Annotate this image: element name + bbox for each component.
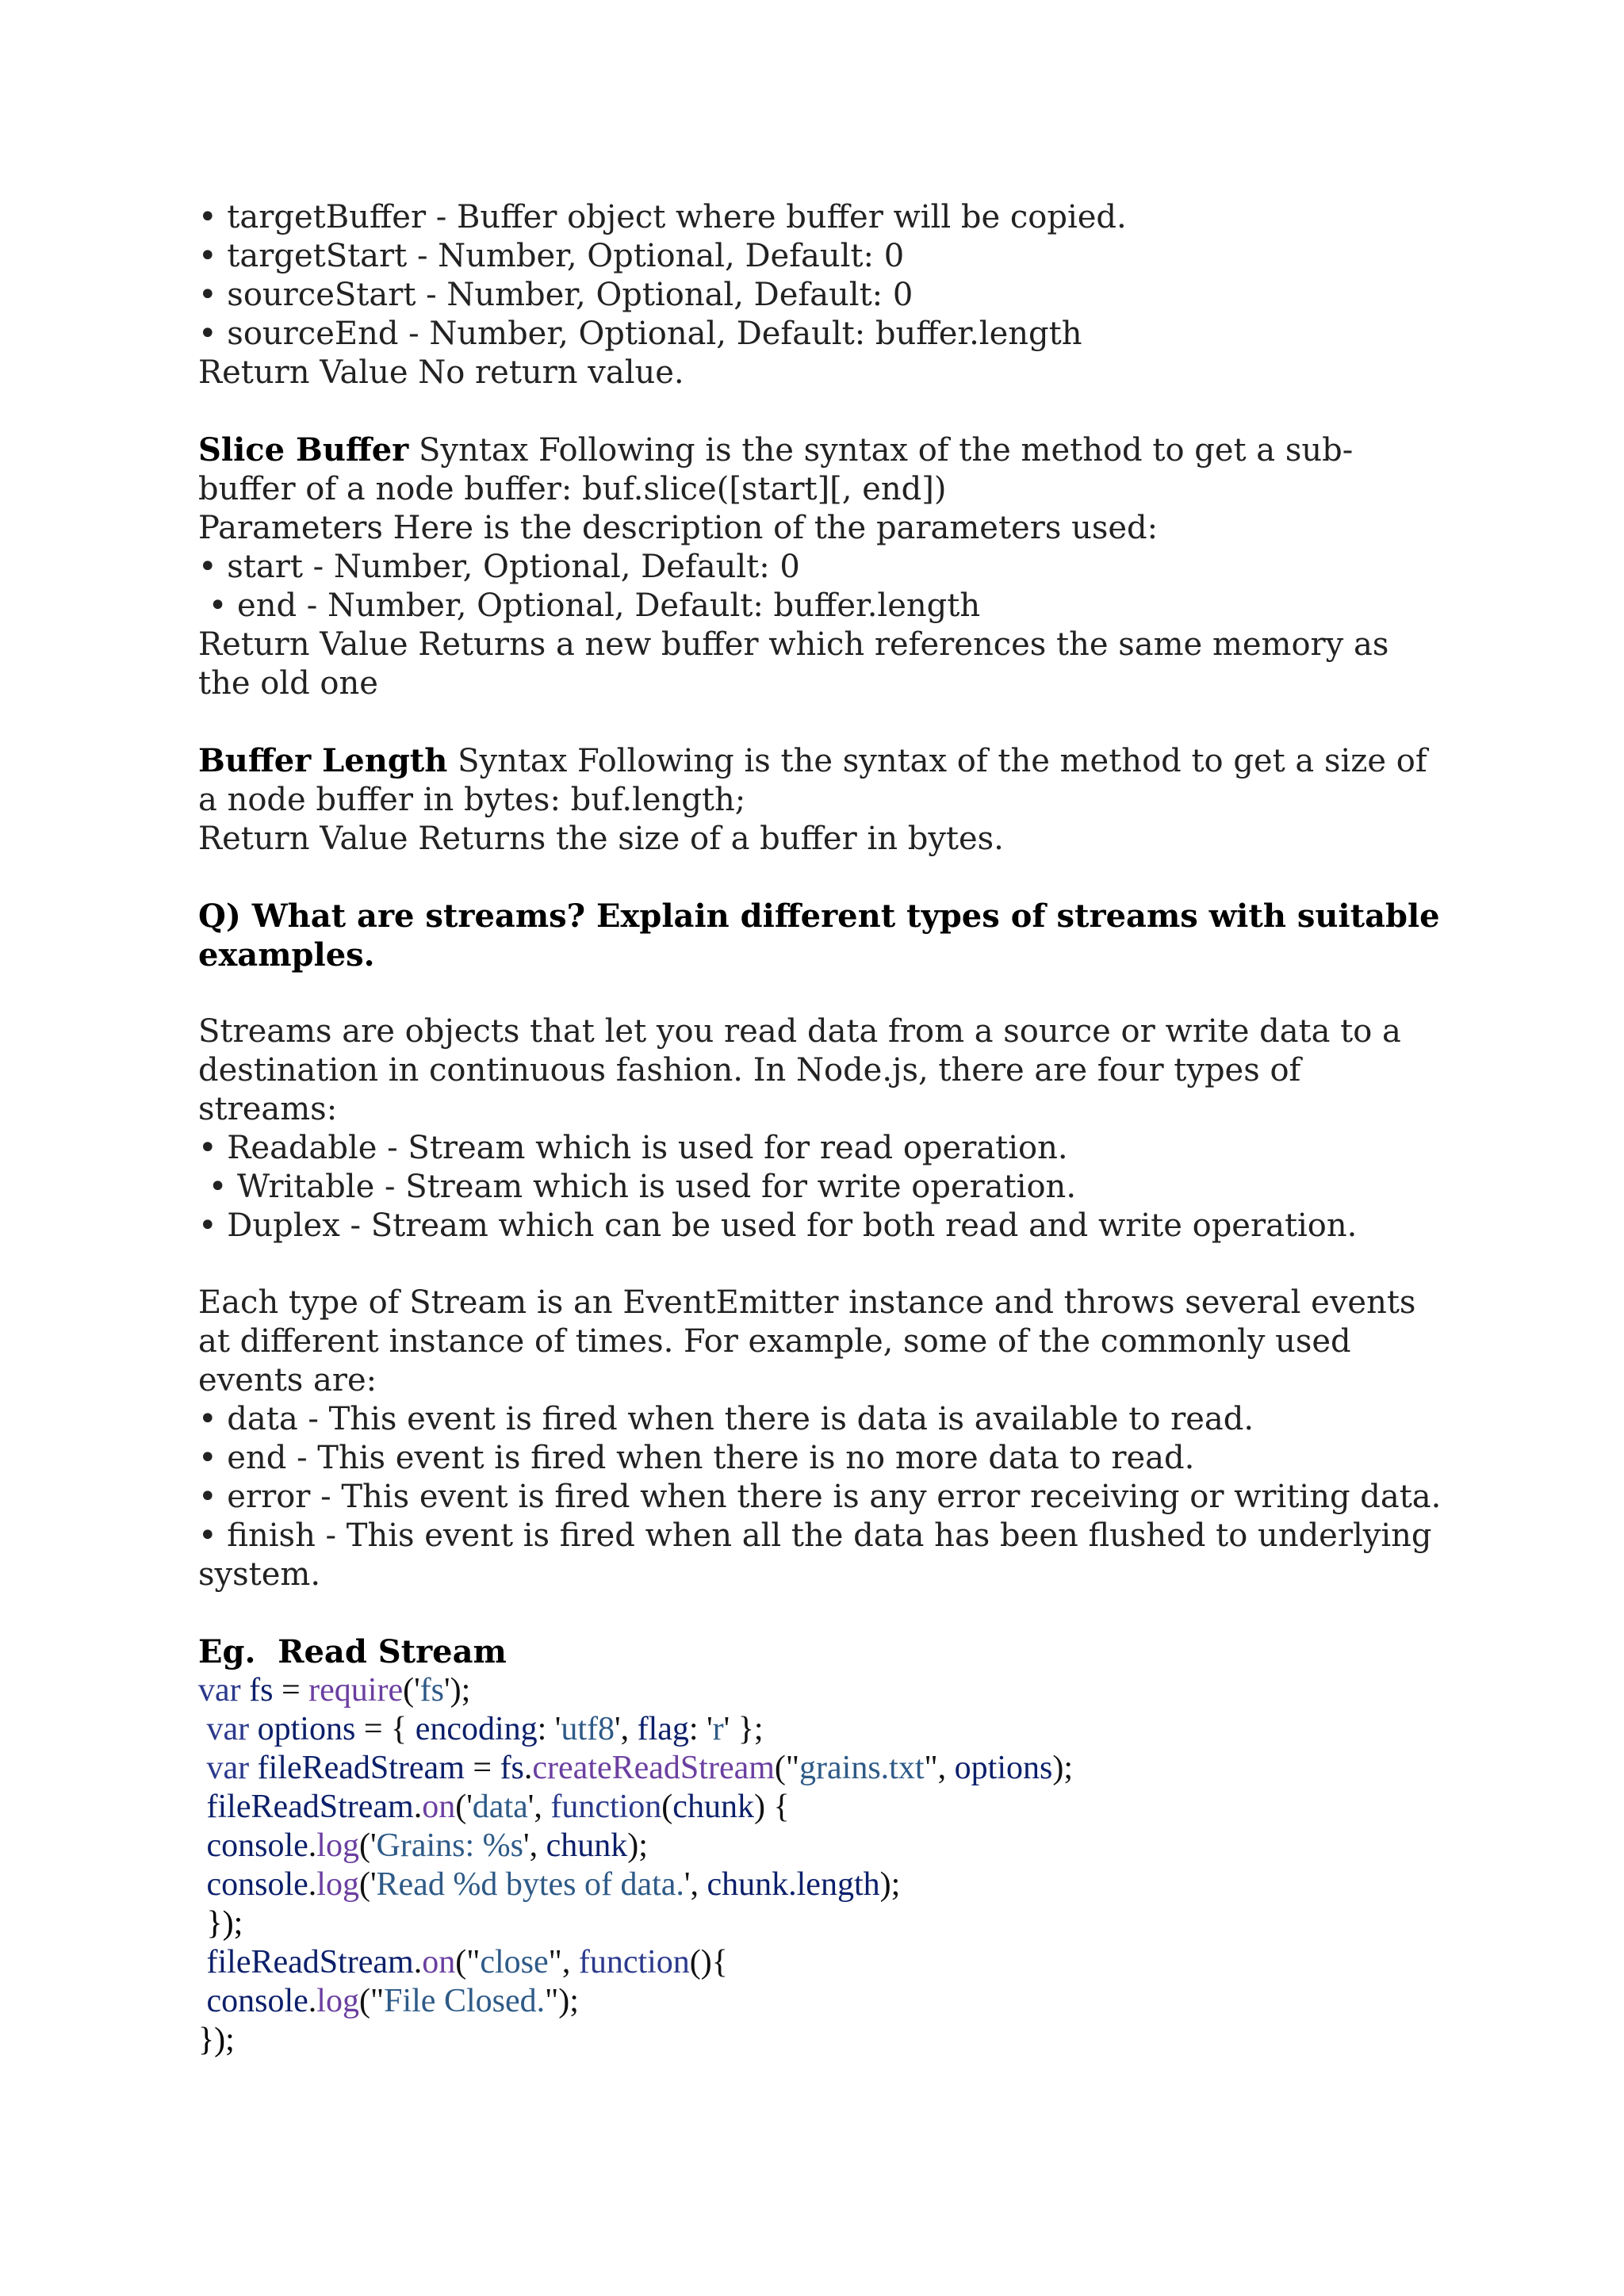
length-syntax-line-2: a node buffer in bytes: buf.length; — [198, 782, 746, 818]
slice-param-start: • start - Number, Optional, Default: 0 — [198, 549, 800, 585]
events-intro-2: at different instance of times. For example, some of the commonly used — [198, 1323, 1351, 1360]
event-finish-2: system. — [198, 1556, 321, 1593]
slice-return-value: Return Value Returns a new buffer which references the same memory as — [198, 626, 1389, 663]
stream-type-duplex: • Duplex - Stream which can be used for both read and write operation. — [198, 1207, 1358, 1244]
code-line-4: fileReadStream.on('data', function(chunk) { — [198, 1789, 790, 1825]
event-end: • end - This event is fired when there is no more data to read. — [198, 1440, 1195, 1476]
code-line-8: fileReadStream.on("close", function(){ — [198, 1944, 728, 1980]
event-data: • data - This event is fired when there is data is available to read. — [198, 1401, 1254, 1437]
code-line-5: console.log('Grains: %s', chunk); — [198, 1827, 648, 1864]
page-content — [198, 198, 1451, 2060]
question-heading: Q) What are streams? Explain different types of streams with suitable — [198, 897, 1440, 935]
code-line-3: var fileReadStream = fs.createReadStream("grains.txt", options); — [198, 1750, 1074, 1786]
slice-return-value-2: the old one — [198, 665, 378, 702]
event-error: • error - This event is fired when there is any error receiving or writing data. — [198, 1479, 1442, 1515]
length-heading: Buffer Length — [198, 742, 448, 779]
copy-return-value: Return Value No return value. — [198, 354, 684, 391]
slice-params-intro: Parameters Here is the description of the parameters used: — [198, 510, 1159, 546]
code-line-10: }); — [198, 2022, 235, 2058]
streams-intro-1: Streams are objects that let you read data from a source or write data to a — [198, 1013, 1401, 1050]
param-target-buffer: • targetBuffer - Buffer object where buffer will be copied. — [198, 199, 1127, 235]
param-source-start: • sourceStart - Number, Optional, Default: 0 — [198, 277, 914, 313]
streams-intro-3: streams: — [198, 1091, 338, 1127]
slice-param-end: • end - Number, Optional, Default: buffer.length — [198, 587, 981, 624]
slice-syntax-line: Slice Buffer Syntax Following is the syntax of the method to get a sub- — [198, 431, 1354, 469]
stream-type-readable: • Readable - Stream which is used for read operation. — [198, 1130, 1068, 1166]
example-heading: Eg. Read Stream — [198, 1633, 507, 1670]
event-finish: • finish - This event is fired when all the data has been flushed to underlying — [198, 1517, 1432, 1554]
events-intro-1: Each type of Stream is an EventEmitter instance and throws several events — [198, 1284, 1416, 1321]
stream-type-writable: • Writable - Stream which is used for write operation. — [198, 1169, 1077, 1205]
length-return-value: Return Value Returns the size of a buffer in bytes. — [198, 821, 1004, 857]
slice-heading: Slice Buffer — [198, 431, 409, 469]
param-source-end: • sourceEnd - Number, Optional, Default: buffer.length — [198, 316, 1082, 352]
length-syntax-line: Buffer Length Syntax Following is the syntax of the method to get a size of — [198, 742, 1427, 779]
code-line-1: var fs = require('fs'); — [198, 1672, 471, 1709]
events-intro-3: events are: — [198, 1362, 377, 1399]
code-line-9: console.log("File Closed."); — [198, 1983, 579, 2019]
code-line-7: }); — [198, 1905, 243, 1942]
slice-syntax-line-2: buffer of a node buffer: buf.slice([start][, end]) — [198, 471, 947, 507]
streams-intro-2: destination in continuous fashion. In Node.js, there are four types of — [198, 1052, 1301, 1089]
question-heading-2: examples. — [198, 936, 375, 974]
param-target-start: • targetStart - Number, Optional, Default: 0 — [198, 238, 905, 274]
code-line-6: console.log('Read %d bytes of data.', chunk.length); — [198, 1866, 901, 1903]
code-line-2: var options = { encoding: 'utf8', flag: 'r' }; — [198, 1711, 764, 1747]
